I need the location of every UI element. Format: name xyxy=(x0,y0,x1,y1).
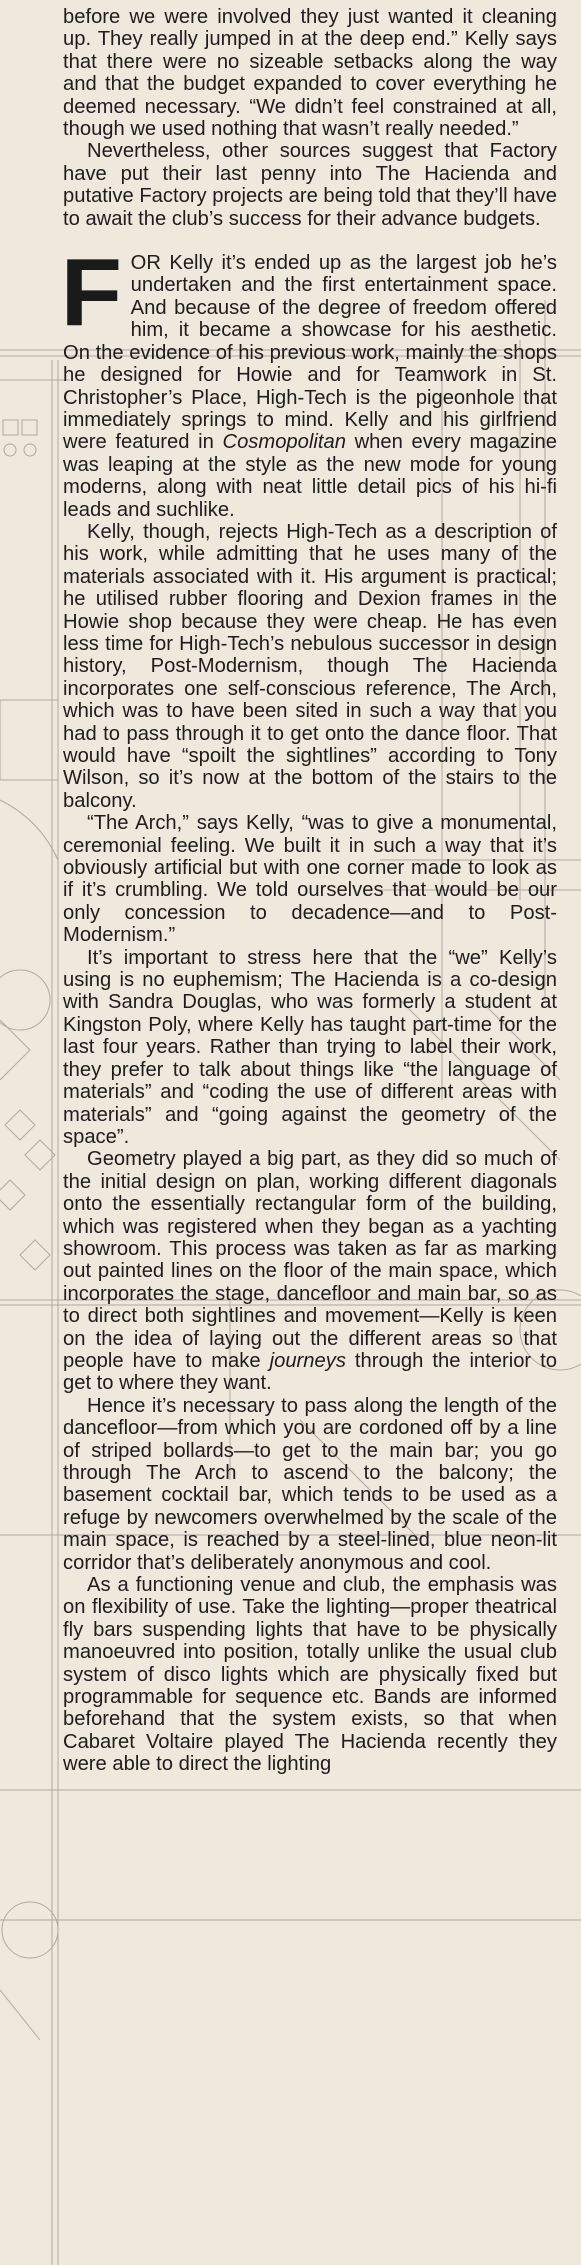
paragraph-text: Hence it’s necessary to pass along the length of the dancefloor—from which you are cordoned off by a line of striped bollards—to get to the main bar; you go through The Arch to ascend to the balcony; the basement cocktail bar, which tends to be used as a refuge by newcomers overwhelmed by the scale of the main space, is reached by a steel-lined, blue neon-lit corridor that’s deliberately anonymous and cool. xyxy=(63,1394,557,1574)
article-paragraph xyxy=(63,1148,557,1394)
paragraph-text: “The Arch,” says Kelly, “was to give a monumental, ceremonial feeling. We built it in such a way that it’s obviously artificial but with one corner made to look as if it’s crumbling. We told ourselves that would be our only concession to decadence—and to Post-Modernism.” xyxy=(63,812,557,947)
article-paragraph xyxy=(63,140,557,230)
article-paragraph xyxy=(63,947,557,1149)
article-paragraph xyxy=(63,1395,557,1574)
paragraph-text: Kelly, though, rejects High-Tech as a description of his work, while admitting that he uses many of the materials associated with it. His argument is practical; he utilised rubber flooring and Dexion frames in the Howie shop because they were cheap. He has even less time for High-Tech’s nebulous successor in design history, Post-Modernism, though The Hacienda incorporates one self-conscious reference, The Arch, which was to have been sited in such a way that you had to pass through it to get onto the dance floor. That would have “spoilt the sightlines” according to Tony Wilson, so it’s now at the bottom of the stairs to the balcony. xyxy=(63,520,557,812)
paragraph-text: through the interior to get to where they want. xyxy=(63,1349,557,1395)
article-paragraph xyxy=(63,1574,557,1776)
paragraph-text: Nevertheless, other sources suggest that Factory have put their last penny into The Hacienda and putative Factory projects are being told that they’ll have to await the club’s success for their advance budgets. xyxy=(63,140,557,230)
emphasis-word: journeys xyxy=(269,1349,346,1372)
paragraph-text: OR Kelly it’s ended up as the largest job he’s undertaken and the first entertainment space. And because of the degree of freedom offered him, it became a showcase for his aesthetic. On the evidence of his previous work, mainly the shops he designed for Howie and for Teamwork in St. Christopher’s Place, High-Tech is the pigeonhole that immediately springs to mind. Kelly and his girlfriend were featured in xyxy=(63,252,557,454)
paragraph-text: Geometry played a big part, as they did so much of the initial design on plan, working different diagonals onto the essentially rectangular form of the building, which was registered when they began as a yachting showroom. This process was taken as far as marking out painted lines on the floor of the main space, which incorporates the stage, dancefloor and main bar, so as to direct both sightlines and movement—Kelly is keen on the idea of laying out the different areas so that people have to make xyxy=(63,1148,557,1372)
paragraph-text: before we were involved they just wanted it cleaning up. They really jumped in at the deep end.” Kelly says that there were no sizeable setbacks along the way and that the budget expanded to cover everything he deemed necessary. “We didn’t feel constrained at all, though we used nothing that wasn’t really needed.” xyxy=(63,6,557,141)
magazine-title: Cosmopolitan xyxy=(222,431,346,454)
paragraph-text: It’s important to stress here that the “we” Kelly’s using is no euphemism; The Hacienda is a co-design with Sandra Douglas, who was formerly a student at Kingston Poly, where Kelly has taught part-time for the last four years. Rather than trying to label their work, they prefer to talk about things like “the language of materials” and “coding the use of different areas with materials” and “going against the geometry of the space”. xyxy=(63,946,557,1148)
article-paragraph xyxy=(63,812,557,946)
paragraph-text: As a functioning venue and club, the emphasis was on flexibility of use. Take the lighting—proper theatrical fly bars suspending lights that have to be physically manoeuvred into position, totally unlike the usual club system of disco lights which are physically fixed but programmable for sequence etc. Bands are informed beforehand that the system exists, so that when Cabaret Voltaire played The Hacienda recently they were able to direct the lighting xyxy=(63,1574,557,1776)
drop-cap-letter: F xyxy=(60,239,123,347)
article-body xyxy=(60,6,558,1776)
article-paragraph xyxy=(63,6,557,140)
paragraph-text: when every magazine was leaping at the style as the new mode for young moderns, along with neat little detail pics of his hi-fi leads and suchlike. xyxy=(63,431,558,521)
article-paragraph xyxy=(63,521,557,812)
article-paragraph-dropcap xyxy=(60,239,558,521)
